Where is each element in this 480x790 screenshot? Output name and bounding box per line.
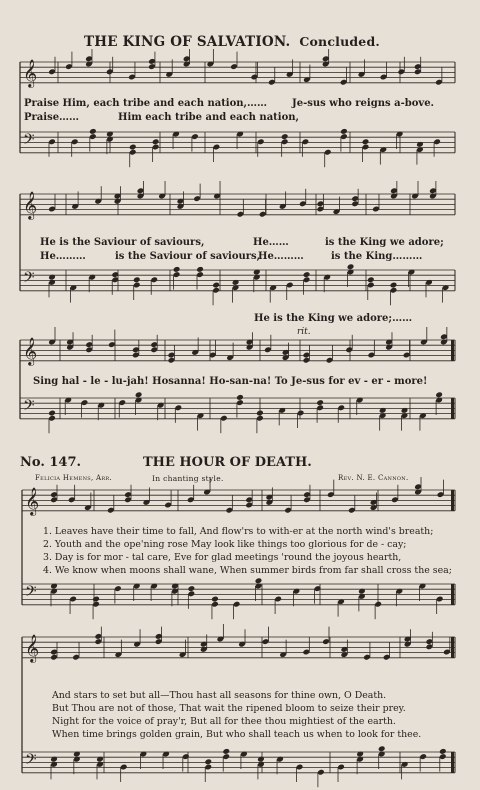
note-head — [129, 144, 137, 151]
lyric-line: He……… — [258, 251, 304, 262]
note-head — [133, 276, 141, 283]
lyric-line: He…… — [253, 237, 289, 248]
lyric-line: He is the King we adore;…… — [254, 313, 413, 324]
note-head — [439, 748, 447, 755]
lyric-line: He is the Saviour of saviours, — [40, 237, 205, 248]
lyric-line: Praise…… — [24, 112, 80, 123]
lyric-line: Him each tribe and each nation, — [118, 112, 300, 123]
poet-credit: Felicia Hemens, Arr. — [35, 474, 113, 482]
hymn-title-text: THE KING OF SALVATION. — [84, 34, 291, 50]
treble-clef: 𝄞 — [25, 634, 40, 662]
note-head — [89, 128, 97, 135]
treble-clef: 𝄞 — [23, 337, 38, 365]
note-head — [204, 758, 212, 765]
hymn-number: No. 147. — [20, 455, 82, 470]
hymn-title: THE HOUR OF DEATH. — [143, 455, 312, 470]
note-head — [222, 748, 230, 755]
note-head — [347, 263, 355, 270]
lyric-line: is the King……… — [331, 251, 423, 262]
final-barline — [451, 584, 454, 605]
lyric-line: He……… — [40, 251, 86, 262]
verse-line: And stars to set but all—Thou hast all seasons for thine own, O Death. — [52, 690, 387, 701]
note-head — [92, 596, 100, 603]
final-barline — [451, 752, 454, 773]
hymn-title-suffix: Concluded. — [299, 34, 380, 49]
verse-line: 2. Youth and the ope'ning rose May look like things too glorious for de - cay; — [43, 539, 407, 550]
note-head — [196, 266, 204, 273]
verse-line: When time brings golden grain, But who shall teach us when to look for thee. — [52, 729, 422, 740]
verse-line: 1. Leaves have their time to fall, And flow'rs to with-er at the north wind's breath; — [43, 526, 434, 537]
composer-credit: Rev. N. E. Cannon. — [338, 474, 409, 482]
note-head — [340, 128, 348, 135]
hymn-title — [84, 34, 380, 50]
lyric-line: is the King we adore; — [325, 237, 444, 248]
note-head — [173, 266, 181, 273]
lyric-line: Sing hal - le - lu-jah! Hosanna! Ho-san-na! To Je-sus for ev - er - more! — [33, 376, 428, 387]
lyric-line: Praise Him, each tribe and each nation,…… — [24, 98, 268, 109]
note-head — [281, 133, 289, 140]
tempo-marking: rit. — [297, 327, 311, 337]
verse-line: 4. We know when moons shall wane, When summer birds from far shall cross the sea; — [43, 565, 452, 576]
lyric-line: is the Saviour of saviours, — [115, 251, 261, 262]
note-head — [362, 138, 370, 145]
final-barline — [451, 637, 454, 658]
verse-line: Night for the voice of pray'r, But all for thee thou mightiest of the earth. — [52, 716, 396, 727]
treble-clef: 𝄞 — [23, 59, 38, 87]
bass-clef: 𝄢 — [25, 751, 37, 772]
note-head — [390, 282, 398, 289]
lyric-line: Je-sus who reigns a-bove. — [292, 98, 435, 109]
note-head — [236, 394, 244, 401]
note-head — [316, 399, 324, 406]
verse-line: But Thou are not of those, That wait the ripened bloom to seize their prey. — [52, 703, 406, 714]
bass-clef: 𝄢 — [23, 397, 35, 418]
final-barline — [451, 490, 454, 511]
treble-clef: 𝄞 — [25, 487, 40, 515]
final-barline — [451, 340, 454, 361]
bass-clef: 𝄢 — [23, 269, 35, 290]
tempo-style: In chanting style. — [152, 474, 224, 483]
note-head — [367, 276, 375, 283]
note-head — [255, 577, 263, 584]
note-head — [256, 410, 264, 417]
note-head — [135, 391, 143, 398]
bass-clef: 𝄢 — [25, 583, 37, 604]
note-head — [378, 745, 386, 752]
note-head — [152, 138, 160, 145]
note-head — [303, 271, 311, 278]
note-head — [435, 391, 443, 398]
note-head — [48, 410, 56, 417]
bass-clef: 𝄢 — [23, 131, 35, 152]
treble-clef: 𝄞 — [23, 191, 38, 219]
note-head — [212, 282, 220, 289]
verse-line: 3. Day is for mor - tal care, Eve for glad meetings 'round the joyous hearth, — [43, 552, 402, 563]
note-head — [211, 596, 219, 603]
final-barline — [451, 398, 454, 419]
note-head — [188, 585, 196, 592]
